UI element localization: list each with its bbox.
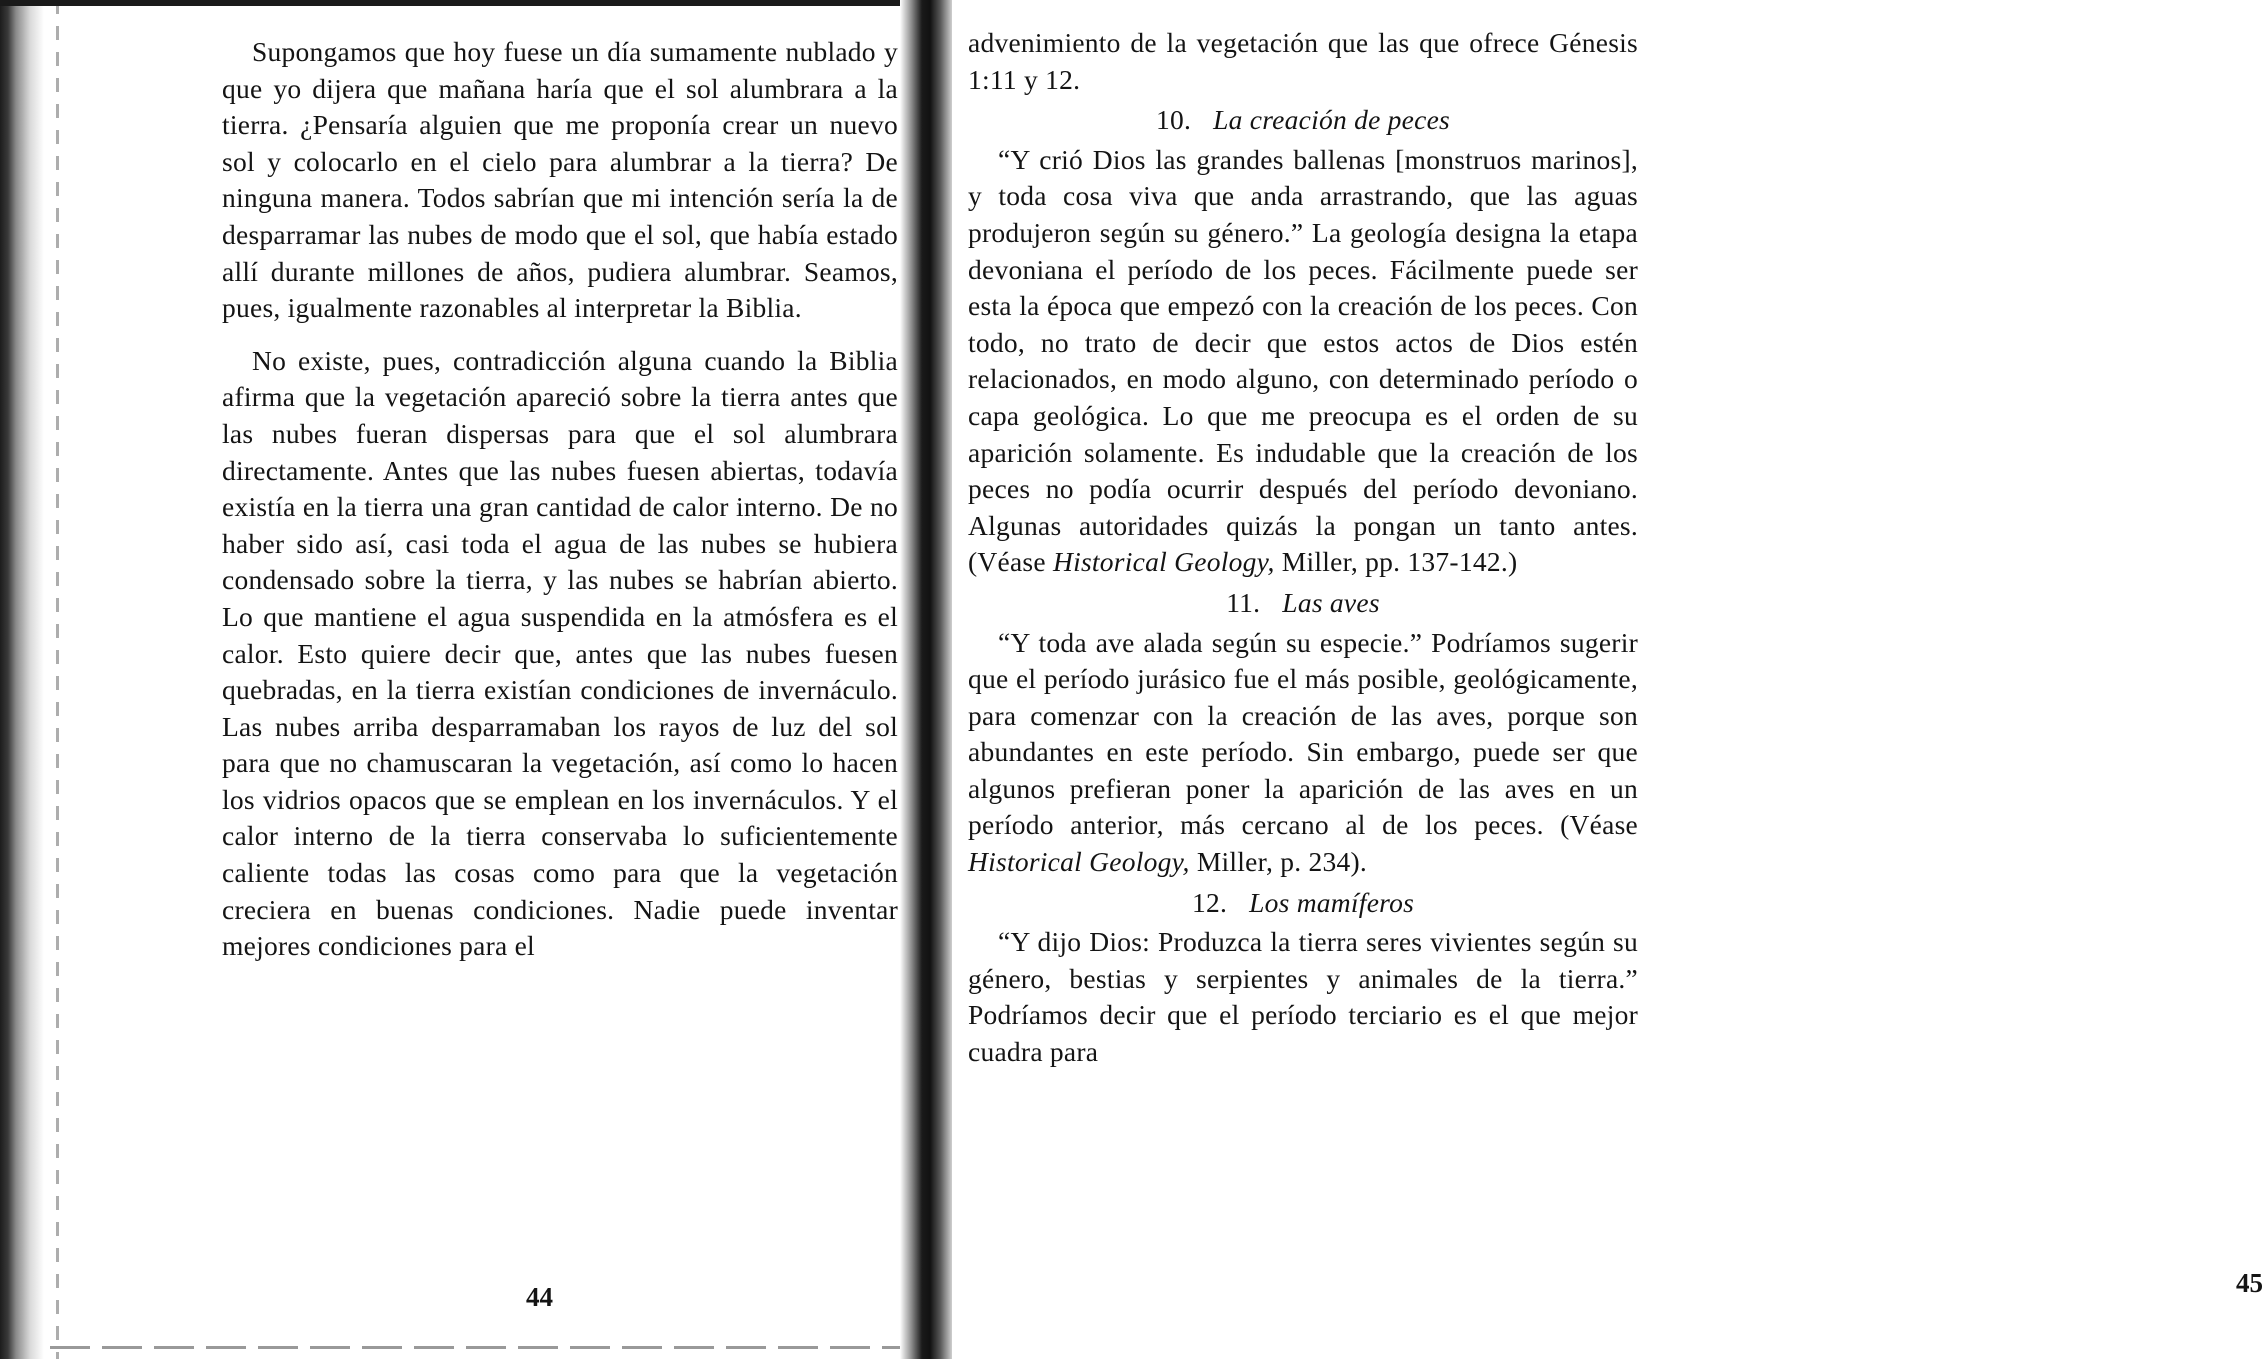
paragraph-text: “Y crió Dios las grandes ballenas [monstruos marinos], y toda cosa viva que anda arrastrando, que las aguas produjeron según su género.” La geología designa la etapa devoniana el período de los peces. Fácilmente puede ser esta la época que empezó con la creación de los peces. Con todo, no trato de decir que estos actos de Dios estén relacionados, en modo alguno, con determinado período o capa geológica. Lo que me preocupa es el orden de su aparición solamente. Es indudable que la creación de los peces no podía ocurrir después del período devoniano. Algunas autoridades quizás la pongan un tanto antes. (Véase (968, 143, 1638, 578)
left-page-text (222, 34, 898, 965)
paragraph (968, 625, 1638, 881)
section-title: Los mamíferos (1249, 886, 1415, 918)
paragraph: “Y dijo Dios: Produzca la tierra seres vivientes según su género, bestias y serpientes y animales de la tierra.” Podríamos decir que el período terciario es el que mejor cuadra para (968, 926, 1638, 1068)
paragraph-text: Miller, p. 234). (1196, 846, 1367, 878)
section-number: 12. (1191, 886, 1228, 918)
paragraph: No existe, pues, contradicción alguna cuando la Biblia afirma que la vegetación apareció sobre la tierra antes que las nubes fueran dispersas para que el sol alumbrara directamente. Antes que las nubes fuesen abiertas, todavía existía en la tierra una gran cantidad de calor interno. De no haber sido así, casi toda el agua de las nubes se hubiera condensado sobre la tierra, y las nubes se habrían abierto. Lo que mantiene el agua suspendida en la atmósfera es el calor. Esto quiere decir que, antes que las nubes fuesen quebradas, en la tierra existían condiciones de invernáculo. Las nubes arriba desparramaban los rayos de luz del sol para que no chamuscaran la vegetación, así como lo hacen los vidrios opacos que se emplean en los invernáculos. Y el calor interno de la tierra conservaba lo suficientemente caliente todas las cosas como para que la vegetación creciera en buenas condiciones. Nadie puede inventar mejores condiciones para el (222, 344, 898, 962)
paragraph-text: “Y toda ave alada según su especie.” Podríamos sugerir que el período jurásico fue el más posible, geológicamente, para comenzar con la creación de las aves, porque son abundantes en este período. Sin embargo, puede ser que algunos prefieran poner la aparición de las aves en un período anterior, más cercano al de los peces. (Véase (968, 626, 1638, 841)
paragraph-continuation: advenimiento de la vegetación que las que ofrece Génesis 1:11 y 12. (968, 27, 1638, 95)
section-heading (968, 585, 1638, 622)
left-page (0, 0, 900, 1359)
paragraph-text: Miller, pp. 137-142.) (1281, 546, 1518, 578)
right-page-text (968, 25, 1638, 1071)
section-title: Las aves (1282, 586, 1380, 618)
section-number: 10. (1155, 104, 1192, 136)
page-number: 45 (2236, 1268, 2263, 1298)
paragraph: Supongamos que hoy fuese un día sumamente nublado y que yo dijera que mañana haría que el sol alumbrara a la tierra. ¿Pensaría alguien que me proponía crear un nuevo sol y colocarlo en el cielo para alumbrar a la tierra? De ninguna manera. Todos sabrían que mi intención sería la de desparramar las nubes de modo que el sol, que había estado allí durante millones de años, pudiera alumbrar. Seamos, pues, igualmente razonables al interpretar la Biblia. (222, 36, 898, 324)
right-page (952, 0, 2263, 1359)
book-reference-title: Historical Geology, (1052, 546, 1275, 578)
book-gutter (900, 0, 952, 1359)
section-title: La creación de peces (1213, 104, 1450, 136)
section-number: 11. (1226, 586, 1261, 618)
page-number: 44 (526, 1282, 553, 1312)
paragraph (968, 142, 1638, 581)
book-reference-title: Historical Geology, (968, 846, 1190, 878)
section-heading (968, 102, 1638, 139)
section-heading (968, 885, 1638, 922)
